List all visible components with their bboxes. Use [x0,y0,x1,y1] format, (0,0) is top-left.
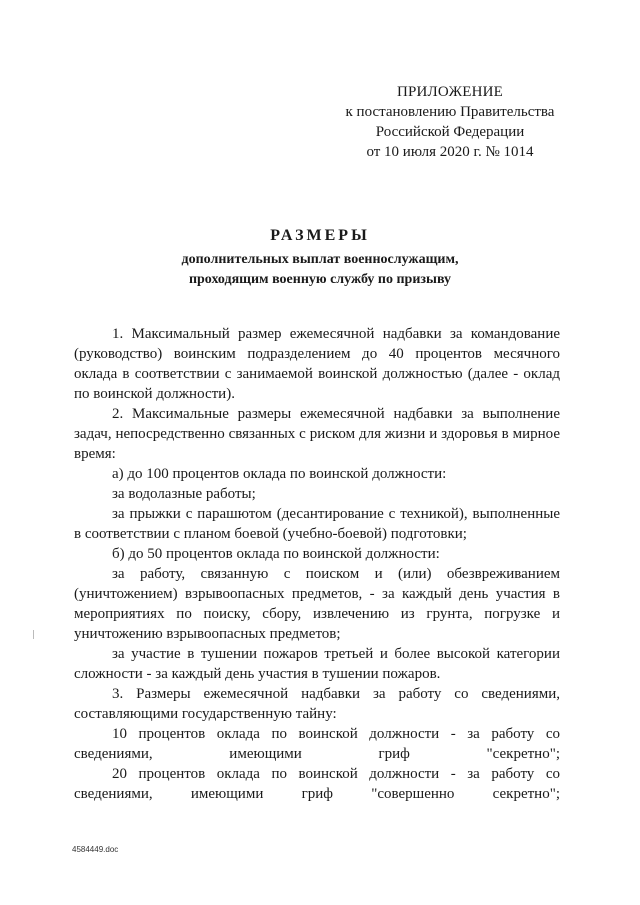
appendix-title: ПРИЛОЖЕНИЕ [396,84,504,100]
subheading-line-1: дополнительных выплат военнослужащим, [181,252,459,267]
paragraph: за водолазные работы; [112,486,256,502]
paragraph: 20 процентов оклада по воинской должности - за работу со сведениями, имеющими гриф "совершенно секретно"; [74,766,560,802]
document-subheading [0,250,640,290]
paragraph: б) до 50 процентов оклада по воинской должности: [112,546,440,562]
document-heading: РАЗМЕРЫ [270,227,370,244]
paragraph: за прыжки с парашютом (десантирование с техникой), выполненные в соответствии с планом боевой (учебно-боевой) подготовки; [74,506,560,542]
paragraph: 1. Максимальный размер ежемесячной надбавки за командование (руководство) воинским подразделением до 40 процентов месячного оклада в соответствии с занимаемой воинской должностью (далее - оклад по воинской должности). [74,326,560,402]
paragraph: 10 процентов оклада по воинской должности - за работу со сведениями, имеющими гриф "секретно"; [74,726,560,762]
appendix-line-1: к постановлению Правительства [345,104,555,120]
paragraph: а) до 100 процентов оклада по воинской должности: [112,466,447,482]
appendix-line-2: Российской Федерации [375,124,525,140]
margin-mark [33,630,34,639]
appendix-block [300,82,600,162]
doc-id-footer: 4584449.doc [72,845,119,854]
document-body [74,324,560,804]
paragraph: 2. Максимальные размеры ежемесячной надбавки за выполнение задач, непосредственно связанных с риском для жизни и здоровья в мирное время: [74,406,560,462]
paragraph: за участие в тушении пожаров третьей и более высокой категории сложности - за каждый день участия в тушении пожаров. [74,646,560,682]
paragraph: за работу, связанную с поиском и (или) обезвреживанием (уничтожением) взрывоопасных предметов, - за каждый день участия в мероприятиях по поиску, сбору, извлечению из грунта, погрузке и уничтожению взрывоопасных предметов; [74,566,560,642]
appendix-line-3: от 10 июля 2020 г. № 1014 [366,144,534,160]
paragraph: 3. Размеры ежемесячной надбавки за работу со сведениями, составляющими государственную тайну: [74,686,560,722]
subheading-line-2: проходящим военную службу по призыву [188,272,452,287]
